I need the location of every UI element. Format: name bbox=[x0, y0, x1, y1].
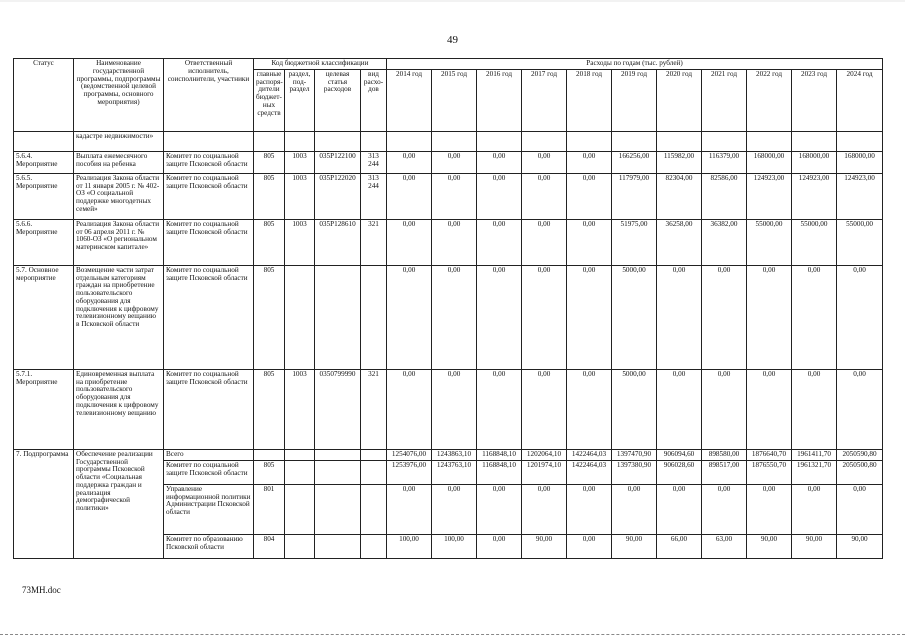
subprogram-value: 90,00 bbox=[522, 534, 567, 558]
subprogram-section bbox=[285, 449, 315, 460]
subprogram-value: 1168848,10 bbox=[477, 449, 522, 460]
row-kind: 321 bbox=[361, 369, 387, 449]
row-value: 168000,00 bbox=[792, 151, 837, 173]
row-grbs: 805 bbox=[254, 369, 285, 449]
row-value: 0,00 bbox=[432, 151, 477, 173]
subprogram-value: 898517,00 bbox=[702, 460, 747, 484]
scan-edge-top bbox=[0, 0, 905, 2]
row-value: 5000,00 bbox=[612, 265, 657, 369]
subprogram-value: 1876640,70 bbox=[747, 449, 792, 460]
row-value: 0,00 bbox=[702, 265, 747, 369]
row-grbs bbox=[254, 131, 285, 151]
row-value: 0,00 bbox=[387, 219, 432, 265]
subprogram-value: 906028,60 bbox=[657, 460, 702, 484]
row-value: 0,00 bbox=[702, 369, 747, 449]
row-name: Единовременная выплата на приобретение пользовательского оборудования для подключения к цифровому телевизионному вещанию bbox=[74, 369, 164, 449]
table-row bbox=[14, 173, 883, 219]
subprogram-value: 0,00 bbox=[702, 484, 747, 534]
subprogram-value: 1422464,03 bbox=[567, 449, 612, 460]
header-year: 2022 год bbox=[747, 69, 792, 131]
row-value: 117979,00 bbox=[612, 173, 657, 219]
row-kind: 313 244 bbox=[361, 173, 387, 219]
row-responsible: Комитет по социальной защите Псковской области bbox=[164, 173, 254, 219]
row-value: 0,00 bbox=[567, 265, 612, 369]
subprogram-grbs: 805 bbox=[254, 460, 285, 484]
row-value: 0,00 bbox=[567, 151, 612, 173]
row-value: 82304,00 bbox=[657, 173, 702, 219]
row-section: 1003 bbox=[285, 173, 315, 219]
page-number: 49 bbox=[447, 34, 458, 46]
row-value: 0,00 bbox=[477, 369, 522, 449]
subprogram-value: 0,00 bbox=[837, 484, 883, 534]
row-responsible bbox=[164, 131, 254, 151]
row-value: 0,00 bbox=[387, 369, 432, 449]
subprogram-value: 1243863,10 bbox=[432, 449, 477, 460]
header-code-target: целевая статья расходов bbox=[315, 69, 361, 131]
row-value: 36382,00 bbox=[702, 219, 747, 265]
row-value: 36258,00 bbox=[657, 219, 702, 265]
header-code-kind: вид расхо-дов bbox=[361, 69, 387, 131]
row-value: 0,00 bbox=[477, 151, 522, 173]
subprogram-value: 1202064,10 bbox=[522, 449, 567, 460]
header-name: Наименование государственной программы, подпрограммы (ведомственной целевой программы, основного мероприятия) bbox=[74, 59, 164, 132]
row-section bbox=[285, 131, 315, 151]
subprogram-target bbox=[315, 460, 361, 484]
subprogram-value: 898580,00 bbox=[702, 449, 747, 460]
row-grbs: 805 bbox=[254, 151, 285, 173]
subprogram-target bbox=[315, 449, 361, 460]
subprogram-value: 1961411,70 bbox=[792, 449, 837, 460]
subprogram-target bbox=[315, 484, 361, 534]
header-budget-code: Код бюджетной классификации bbox=[254, 59, 387, 70]
row-value: 0,00 bbox=[432, 369, 477, 449]
subprogram-value: 2050500,80 bbox=[837, 460, 883, 484]
subprogram-value: 1397470,90 bbox=[612, 449, 657, 460]
subprogram-section bbox=[285, 484, 315, 534]
row-status: 5.7.1. Мероприятие bbox=[14, 369, 74, 449]
subprogram-value: 1961321,70 bbox=[792, 460, 837, 484]
row-value: 0,00 bbox=[522, 173, 567, 219]
row-value: 0,00 bbox=[387, 151, 432, 173]
row-status: 5.6.5. Мероприятие bbox=[14, 173, 74, 219]
header-year: 2019 год bbox=[612, 69, 657, 131]
row-section: 1003 bbox=[285, 219, 315, 265]
subprogram-grbs bbox=[254, 449, 285, 460]
row-value: 0,00 bbox=[477, 173, 522, 219]
row-target: 0350799990 bbox=[315, 369, 361, 449]
header-expenses: Расходы по годам (тыс. рублей) bbox=[387, 59, 883, 70]
header-responsible: Ответственный исполнитель, соисполнители, участники bbox=[164, 59, 254, 132]
row-value: 124923,00 bbox=[792, 173, 837, 219]
row-value: 82586,00 bbox=[702, 173, 747, 219]
subprogram-value: 100,00 bbox=[432, 534, 477, 558]
row-value bbox=[477, 131, 522, 151]
subprogram-target bbox=[315, 534, 361, 558]
row-value: 115982,00 bbox=[657, 151, 702, 173]
row-value: 116379,00 bbox=[702, 151, 747, 173]
subprogram-value: 63,00 bbox=[702, 534, 747, 558]
row-value bbox=[612, 131, 657, 151]
row-value: 0,00 bbox=[522, 369, 567, 449]
row-value: 55000,00 bbox=[792, 219, 837, 265]
subprogram-responsible: Комитет по социальной защите Псковской области bbox=[164, 460, 254, 484]
row-responsible: Комитет по социальной защите Псковской области bbox=[164, 151, 254, 173]
row-value: 124923,00 bbox=[747, 173, 792, 219]
subprogram-value: 1168848,10 bbox=[477, 460, 522, 484]
table-row bbox=[14, 265, 883, 369]
header-status: Статус bbox=[14, 59, 74, 132]
header-year: 2020 год bbox=[657, 69, 702, 131]
row-value: 0,00 bbox=[657, 369, 702, 449]
row-value: 0,00 bbox=[387, 173, 432, 219]
table-row bbox=[14, 151, 883, 173]
row-value: 0,00 bbox=[522, 265, 567, 369]
header-year: 2014 год bbox=[387, 69, 432, 131]
row-name: Возмещение части затрат отдельным категориям граждан на приобретение пользовательского оборудования для подключения к цифровому телевизионному вещанию в Псковской области bbox=[74, 265, 164, 369]
subprogram-value: 1422464,03 bbox=[567, 460, 612, 484]
row-value: 0,00 bbox=[657, 265, 702, 369]
row-value bbox=[522, 131, 567, 151]
row-value: 0,00 bbox=[432, 219, 477, 265]
row-grbs: 805 bbox=[254, 219, 285, 265]
row-value: 0,00 bbox=[477, 265, 522, 369]
header-year: 2016 год bbox=[477, 69, 522, 131]
row-value: 124923,00 bbox=[837, 173, 883, 219]
header-year: 2017 год bbox=[522, 69, 567, 131]
subprogram-value: 1876550,70 bbox=[747, 460, 792, 484]
row-responsible: Комитет по социальной защите Псковской области bbox=[164, 369, 254, 449]
row-name: Реализация Закона области от 11 января 2005 г. № 402-ОЗ «О социальной поддержке многодетных семей» bbox=[74, 173, 164, 219]
subprogram-grbs: 804 bbox=[254, 534, 285, 558]
row-value: 5000,00 bbox=[612, 369, 657, 449]
row-value bbox=[567, 131, 612, 151]
row-value: 0,00 bbox=[522, 151, 567, 173]
row-responsible: Комитет по социальной защите Псковской области bbox=[164, 219, 254, 265]
subprogram-value: 1201974,10 bbox=[522, 460, 567, 484]
subprogram-responsible: Комитет по образованию Псковской области bbox=[164, 534, 254, 558]
row-responsible: Комитет по социальной защите Псковской области bbox=[164, 265, 254, 369]
subprogram-value: 90,00 bbox=[837, 534, 883, 558]
subprogram-kind bbox=[361, 449, 387, 460]
subprogram-status: 7. Подпрограмма bbox=[14, 449, 74, 558]
row-value: 0,00 bbox=[387, 265, 432, 369]
row-value bbox=[432, 131, 477, 151]
row-value bbox=[747, 131, 792, 151]
subprogram-section bbox=[285, 460, 315, 484]
subprogram-value: 0,00 bbox=[612, 484, 657, 534]
row-target: 035Р128610 bbox=[315, 219, 361, 265]
row-status bbox=[14, 131, 74, 151]
row-value bbox=[387, 131, 432, 151]
row-section: 1003 bbox=[285, 151, 315, 173]
row-value: 168000,00 bbox=[837, 151, 883, 173]
subprogram-value: 0,00 bbox=[477, 484, 522, 534]
header-year: 2023 год bbox=[792, 69, 837, 131]
subprogram-kind bbox=[361, 460, 387, 484]
subprogram-value: 1253976,00 bbox=[387, 460, 432, 484]
row-target bbox=[315, 265, 361, 369]
subprogram-value: 0,00 bbox=[657, 484, 702, 534]
row-name: Реализация Закона области от 06 апреля 2011 г. № 1060-ОЗ «О региональном материнском капитале» bbox=[74, 219, 164, 265]
header-year: 2018 год bbox=[567, 69, 612, 131]
row-kind: 313 244 bbox=[361, 151, 387, 173]
subprogram-value: 1397380,90 bbox=[612, 460, 657, 484]
row-value bbox=[792, 131, 837, 151]
header-code-main: главные распоря-дители бюджет-ных средств bbox=[254, 69, 285, 131]
row-kind bbox=[361, 131, 387, 151]
subprogram-value: 0,00 bbox=[432, 484, 477, 534]
row-value: 55000,00 bbox=[747, 219, 792, 265]
subprogram-value: 0,00 bbox=[567, 534, 612, 558]
row-value: 166256,00 bbox=[612, 151, 657, 173]
subprogram-section bbox=[285, 534, 315, 558]
row-section: 1003 bbox=[285, 369, 315, 449]
subprogram-grbs: 801 bbox=[254, 484, 285, 534]
subprogram-value: 0,00 bbox=[477, 534, 522, 558]
row-grbs: 805 bbox=[254, 265, 285, 369]
row-value: 51975,00 bbox=[612, 219, 657, 265]
row-value: 0,00 bbox=[567, 369, 612, 449]
subprogram-value: 1243763,10 bbox=[432, 460, 477, 484]
row-value: 0,00 bbox=[567, 173, 612, 219]
row-status: 5.7. Основное мероприятие bbox=[14, 265, 74, 369]
row-value: 55000,00 bbox=[837, 219, 883, 265]
subprogram-value: 0,00 bbox=[567, 484, 612, 534]
subprogram-value: 0,00 bbox=[522, 484, 567, 534]
row-value: 0,00 bbox=[522, 219, 567, 265]
budget-table bbox=[13, 58, 883, 559]
header-year: 2015 год bbox=[432, 69, 477, 131]
row-value: 168000,00 bbox=[747, 151, 792, 173]
header-year: 2021 год bbox=[702, 69, 747, 131]
row-value: 0,00 bbox=[432, 265, 477, 369]
subprogram-kind bbox=[361, 484, 387, 534]
subprogram-value: 0,00 bbox=[747, 484, 792, 534]
row-kind: 321 bbox=[361, 219, 387, 265]
table-row bbox=[14, 219, 883, 265]
subprogram-value: 66,00 bbox=[657, 534, 702, 558]
row-value: 0,00 bbox=[567, 219, 612, 265]
subprogram-kind bbox=[361, 534, 387, 558]
row-target: 035Р122020 bbox=[315, 173, 361, 219]
subprogram-value: 100,00 bbox=[387, 534, 432, 558]
subprogram-value: 90,00 bbox=[612, 534, 657, 558]
subprogram-value: 0,00 bbox=[387, 484, 432, 534]
subprogram-value: 906094,60 bbox=[657, 449, 702, 460]
table-row bbox=[14, 131, 883, 151]
scan-edge-bottom bbox=[0, 634, 905, 635]
row-value: 0,00 bbox=[792, 265, 837, 369]
subprogram-value: 1254076,00 bbox=[387, 449, 432, 460]
subprogram-value: 90,00 bbox=[747, 534, 792, 558]
row-value bbox=[657, 131, 702, 151]
row-value: 0,00 bbox=[432, 173, 477, 219]
header-year: 2024 год bbox=[837, 69, 883, 131]
subprogram-row bbox=[14, 449, 883, 460]
subprogram-responsible: Всего bbox=[164, 449, 254, 460]
row-name: кадастре недвижимости» bbox=[74, 131, 164, 151]
row-name: Выплата ежемесячного пособия на ребенка bbox=[74, 151, 164, 173]
row-grbs: 805 bbox=[254, 173, 285, 219]
row-value: 0,00 bbox=[747, 369, 792, 449]
row-value: 0,00 bbox=[837, 369, 883, 449]
subprogram-responsible: Управление информационной политики Администрации Псковской области bbox=[164, 484, 254, 534]
row-value: 0,00 bbox=[792, 369, 837, 449]
subprogram-name: Обеспечение реализации Государственной программы Псковской области «Социальная поддержка граждан и реализация демографической политики» bbox=[74, 449, 164, 558]
row-value: 0,00 bbox=[747, 265, 792, 369]
row-section bbox=[285, 265, 315, 369]
row-target bbox=[315, 131, 361, 151]
row-kind bbox=[361, 265, 387, 369]
footer-filename: 73МН.doc bbox=[22, 585, 61, 595]
row-status: 5.6.6. Мероприятие bbox=[14, 219, 74, 265]
row-value bbox=[837, 131, 883, 151]
subprogram-value: 0,00 bbox=[792, 484, 837, 534]
row-status: 5.6.4. Мероприятие bbox=[14, 151, 74, 173]
table-row bbox=[14, 369, 883, 449]
row-value: 0,00 bbox=[837, 265, 883, 369]
row-value bbox=[702, 131, 747, 151]
row-value: 0,00 bbox=[477, 219, 522, 265]
subprogram-value: 90,00 bbox=[792, 534, 837, 558]
header-code-section: раздел, под-раздел bbox=[285, 69, 315, 131]
subprogram-value: 2050590,80 bbox=[837, 449, 883, 460]
row-target: 035Р122100 bbox=[315, 151, 361, 173]
